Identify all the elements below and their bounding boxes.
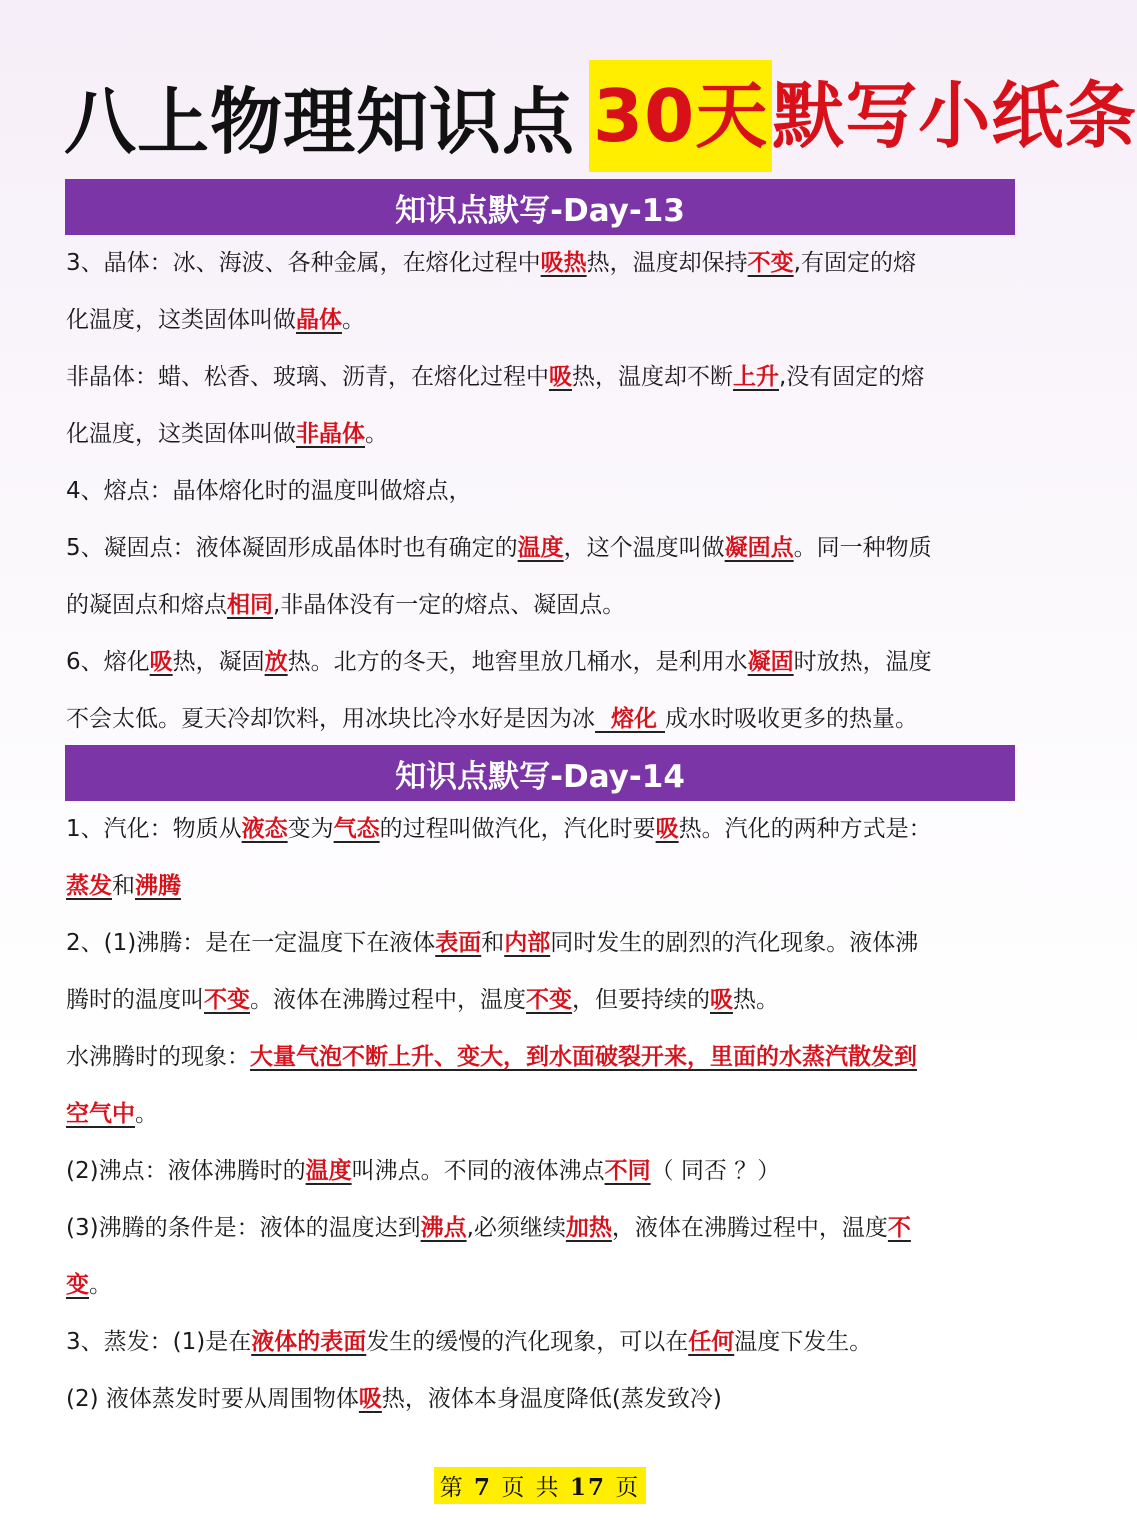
answer-text: 放 xyxy=(264,649,288,675)
text-line xyxy=(66,972,1026,1029)
title-part2: 默写小纸条 xyxy=(772,74,1137,158)
line-text: 化温度，这类固体叫做 xyxy=(66,307,296,333)
text-line xyxy=(66,349,1026,406)
answer-text: 吸热 xyxy=(540,250,587,276)
line-text: 。 xyxy=(342,307,365,333)
answer-text: 大量气泡不断上升、变大，到水面破裂开来，里面的水蒸汽散发到 xyxy=(250,1044,917,1070)
line-text: 热，温度却保持 xyxy=(586,250,748,276)
answer-text: 温度 xyxy=(517,535,564,561)
line-text: 腾时的温度叫 xyxy=(66,987,204,1013)
footer-pre: 第 xyxy=(439,1475,465,1501)
title-highlight: 30天 xyxy=(589,60,772,172)
answer-text: 凝固 xyxy=(747,649,794,675)
section-body-day14 xyxy=(66,801,1026,1428)
line-text: (2) 液体蒸发时要从周围物体 xyxy=(66,1386,359,1412)
text-line xyxy=(66,1371,1026,1428)
line-text: 热，液体本身温度降低(蒸发致冷) xyxy=(381,1386,722,1412)
answer-text: 吸 xyxy=(710,987,733,1013)
page-footer xyxy=(0,1467,1080,1504)
line-text: 化温度，这类固体叫做 xyxy=(66,421,296,447)
answer-text: 吸 xyxy=(655,816,679,842)
answer-text: 温度 xyxy=(305,1158,352,1184)
line-text: 的凝固点和熔点 xyxy=(66,592,227,618)
line-text: 的过程叫做汽化，汽化时要 xyxy=(379,816,656,842)
text-line xyxy=(66,520,1026,577)
answer-text: 不 xyxy=(887,1215,911,1241)
title-part1: 八上物理知识点 xyxy=(64,80,576,164)
answer-text: 凝固点 xyxy=(724,535,794,561)
answer-text: 空气中 xyxy=(66,1101,135,1127)
line-text: 3、蒸发：(1)是在 xyxy=(66,1329,252,1355)
line-text: 发生的缓慢的汽化现象，可以在 xyxy=(366,1329,689,1355)
line-text: 热。北方的冬天，地窖里放几桶水，是利用水 xyxy=(287,649,748,675)
page-indicator xyxy=(434,1467,647,1504)
line-text: ,非晶体没有一定的熔点、凝固点。 xyxy=(273,592,626,618)
line-text: 3、晶体：冰、海波、各种金属，在熔化过程中 xyxy=(66,250,541,276)
text-line xyxy=(66,1029,1026,1086)
text-line xyxy=(66,858,1026,915)
line-text: ，但要持续的 xyxy=(572,987,710,1013)
answer-text: 不变 xyxy=(526,987,572,1013)
answer-text: 不同 xyxy=(604,1158,651,1184)
text-line xyxy=(66,1200,1026,1257)
line-text: 热，凝固 xyxy=(172,649,265,675)
line-text: 变为 xyxy=(287,816,334,842)
text-line xyxy=(66,801,1026,858)
line-text: 不会太低。夏天冷却饮料，用冰块比冷水好是因为冰 xyxy=(66,706,595,732)
answer-text: 不变 xyxy=(747,250,794,276)
footer-post: 页 xyxy=(615,1475,641,1501)
text-line xyxy=(66,406,1026,463)
line-text: 6、熔化 xyxy=(66,649,150,675)
line-text: 同时发生的剧烈的汽化现象。液体沸 xyxy=(550,930,919,956)
answer-text: 晶体 xyxy=(296,307,342,333)
answer-text: 内部 xyxy=(504,930,551,956)
line-text: 。 xyxy=(135,1101,158,1127)
line-text: 和 xyxy=(481,930,505,956)
text-line xyxy=(66,292,1026,349)
text-line xyxy=(66,463,1026,520)
line-text: ，液体在沸腾过程中，温度 xyxy=(611,1215,888,1241)
line-text: 2、(1)沸腾：是在一定温度下在液体 xyxy=(66,930,436,956)
answer-text: 吸 xyxy=(358,1386,382,1412)
answer-text: 不变 xyxy=(204,987,250,1013)
text-line xyxy=(66,577,1026,634)
text-line xyxy=(66,235,1026,292)
line-text: ,没有固定的熔 xyxy=(779,364,925,390)
answer-text: 任何 xyxy=(688,1329,735,1355)
line-text: 水沸腾时的现象： xyxy=(66,1044,250,1070)
line-text: ，这个温度叫做 xyxy=(563,535,725,561)
answer-text: 熔化 xyxy=(595,706,666,732)
line-text: ,必须继续 xyxy=(466,1215,566,1241)
answer-text: 蒸发 xyxy=(66,873,112,899)
text-line xyxy=(66,634,1026,691)
answer-text: 加热 xyxy=(565,1215,612,1241)
line-text: 成水时吸收更多的热量。 xyxy=(665,706,919,732)
current-page-number: 7 xyxy=(474,1474,493,1501)
line-text: 5、凝固点：液体凝固形成晶体时也有确定的 xyxy=(66,535,518,561)
answer-text: 表面 xyxy=(435,930,482,956)
line-text: 和 xyxy=(112,873,135,899)
total-page-number: 17 xyxy=(569,1474,606,1501)
text-line xyxy=(66,691,1026,748)
answer-text: 沸点 xyxy=(420,1215,467,1241)
line-text: (3)沸腾的条件是：液体的温度达到 xyxy=(66,1215,421,1241)
answer-text: 变 xyxy=(66,1272,89,1298)
line-text: 非晶体：蜡、松香、玻璃、沥青，在熔化过程中 xyxy=(66,364,549,390)
answer-text: 非晶体 xyxy=(296,421,365,447)
answer-text: 液体的表面 xyxy=(251,1329,367,1355)
line-text: (2)沸点：液体沸腾时的 xyxy=(66,1158,306,1184)
text-line xyxy=(66,915,1026,972)
line-text: 。液体在沸腾过程中，温度 xyxy=(250,987,526,1013)
line-text: 。 xyxy=(89,1272,112,1298)
text-line xyxy=(66,1257,1026,1314)
text-line xyxy=(66,1143,1026,1200)
section-heading-day14: 知识点默写-Day-14 xyxy=(65,745,1015,801)
section-heading-day13: 知识点默写-Day-13 xyxy=(65,179,1015,235)
line-text: 热。汽化的两种方式是： xyxy=(678,816,932,842)
text-line xyxy=(66,1314,1026,1371)
answer-text: 吸 xyxy=(149,649,173,675)
line-text: 热，温度却不断 xyxy=(572,364,733,390)
answer-text: 沸腾 xyxy=(135,873,181,899)
line-text: 热。 xyxy=(733,987,779,1013)
text-line xyxy=(66,1086,1026,1143)
line-text: 时放热，温度 xyxy=(793,649,932,675)
answer-text: 相同 xyxy=(227,592,273,618)
section-body-day13 xyxy=(66,235,1026,748)
footer-mid: 页 共 xyxy=(501,1475,561,1501)
answer-text: 上升 xyxy=(733,364,779,390)
line-text: ,有固定的熔 xyxy=(793,250,916,276)
line-text: 。 xyxy=(365,421,388,447)
line-text: 温度下发生。 xyxy=(734,1329,873,1355)
answer-text: 吸 xyxy=(549,364,572,390)
line-text: 叫沸点。不同的液体沸点 xyxy=(351,1158,605,1184)
answer-text: 液态 xyxy=(241,816,288,842)
line-text: 1、汽化：物质从 xyxy=(66,816,242,842)
page-title xyxy=(64,60,1137,172)
line-text: （ 同否 ？） xyxy=(650,1158,781,1184)
line-text: 4、熔点：晶体熔化时的温度叫做熔点， xyxy=(66,478,472,504)
line-text: 。同一种物质 xyxy=(793,535,932,561)
answer-text: 气态 xyxy=(333,816,380,842)
